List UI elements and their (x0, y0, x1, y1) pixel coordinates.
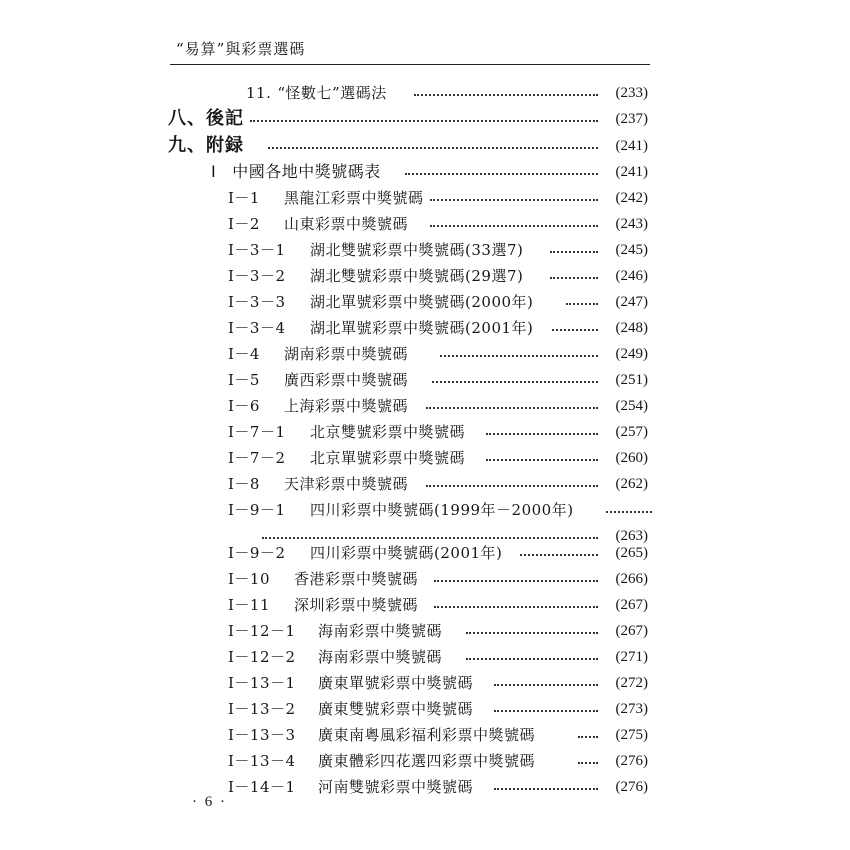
dot-leader (494, 710, 598, 712)
toc-entry-number: Ⅰ－1 (228, 189, 260, 207)
toc-entry-number: Ⅰ－3－4 (228, 319, 286, 337)
toc-entry (0, 722, 850, 748)
dot-leader (426, 407, 598, 409)
dot-leader (550, 277, 598, 279)
toc-entry-page: (237) (615, 111, 648, 127)
dot-leader (520, 554, 598, 556)
toc-entry-label (228, 696, 473, 722)
toc-entry-page: (246) (615, 268, 648, 284)
toc-entry-title: 廣東南粵風彩福利彩票中獎號碼 (318, 726, 536, 744)
toc-entry-label (228, 566, 418, 592)
toc-entry-title: 黑龍江彩票中獎號碼 (284, 189, 424, 207)
toc-entry-title: 廣西彩票中獎號碼 (284, 371, 409, 389)
toc-entry (0, 367, 850, 393)
toc-entry-number: Ⅰ－11 (228, 596, 271, 614)
toc-entry (0, 644, 850, 670)
dot-leader (606, 511, 652, 513)
dot-leader (494, 684, 598, 686)
toc-entry-title: 北京單號彩票中獎號碼 (310, 449, 466, 467)
toc-entry-number: Ⅰ－13－2 (228, 700, 296, 718)
running-header: “易算”與彩票選碼 (176, 40, 306, 58)
toc-entry (0, 540, 850, 566)
dot-leader (434, 606, 598, 608)
toc-entry-page: (248) (615, 320, 648, 336)
dot-leader (414, 94, 598, 96)
toc-entry-page: (262) (615, 476, 648, 492)
toc-entry-page: (275) (615, 727, 648, 743)
toc-entry-label (228, 367, 408, 393)
toc-entry-number: Ⅰ－9－1 (228, 501, 286, 519)
toc-entry-page: (243) (615, 216, 648, 232)
dot-leader (432, 381, 598, 383)
toc-entry (0, 341, 850, 367)
toc-entry-label (228, 289, 533, 315)
toc-entry (0, 289, 850, 315)
toc-entry-label (228, 393, 408, 419)
toc-entry-page: (271) (615, 649, 648, 665)
toc-entry-page: (267) (615, 597, 648, 613)
toc-entry (0, 106, 850, 132)
dot-leader (566, 303, 598, 305)
toc-entry-title: 湖北單號彩票中獎號碼(2001年) (310, 319, 534, 337)
toc-entry-page: (276) (615, 779, 648, 795)
toc-entry-number: Ⅰ－12－2 (228, 648, 296, 666)
toc-entry-title: 中國各地中獎號碼表 (232, 162, 381, 181)
toc-entry-number: Ⅰ－7－2 (228, 449, 286, 467)
toc-entry (0, 211, 850, 237)
dot-leader (426, 485, 598, 487)
toc-entry (0, 618, 850, 644)
toc-entry (0, 774, 850, 800)
toc-entry-title: 湖北雙號彩票中獎號碼(33選7) (310, 241, 524, 259)
toc-entry-title: 天津彩票中獎號碼 (284, 475, 409, 493)
toc-entry-title: 廣東單號彩票中獎號碼 (318, 674, 474, 692)
toc-entry-page: (265) (615, 545, 648, 561)
toc-entry (0, 133, 850, 159)
dot-leader (550, 251, 598, 253)
toc-entry-number: Ⅰ－6 (228, 397, 260, 415)
toc-entry-label (228, 644, 442, 670)
toc-entry-label (228, 315, 533, 341)
toc-entry-label (168, 133, 244, 159)
toc-entry-title: “怪數七”選碼法 (277, 84, 387, 102)
toc-entry-title: 海南彩票中獎號碼 (318, 622, 443, 640)
toc-entry-title: 湖北單號彩票中獎號碼(2000年) (310, 293, 534, 311)
toc-entry-page: (251) (615, 372, 648, 388)
toc-entry-page: (241) (615, 138, 648, 154)
toc-entry-page: (260) (615, 450, 648, 466)
toc-entry-label (228, 722, 535, 748)
toc-entry (0, 80, 850, 106)
toc-entry-number: Ⅰ－3－1 (228, 241, 286, 259)
toc-entry-title: 廣東體彩四花選四彩票中獎號碼 (318, 752, 536, 770)
dot-leader (486, 459, 598, 461)
dot-leader (494, 788, 598, 790)
toc-entry-label (228, 471, 408, 497)
toc-entry-label (228, 341, 408, 367)
toc-entry (0, 237, 850, 263)
toc-entry-number: Ⅰ－3－3 (228, 293, 286, 311)
dot-leader (552, 329, 598, 331)
toc-entry-title: 湖北雙號彩票中獎號碼(29選7) (310, 267, 524, 285)
toc-entry-page: (257) (615, 424, 648, 440)
toc-entry-title: 廣東雙號彩票中獎號碼 (318, 700, 474, 718)
toc-entry-page: (241) (615, 164, 648, 180)
toc-entry (0, 263, 850, 289)
dot-leader (434, 580, 598, 582)
dot-leader (486, 433, 598, 435)
toc-entry-number: 11. (246, 84, 272, 102)
toc-entry-title: 北京雙號彩票中獎號碼 (310, 423, 466, 441)
dot-leader (268, 147, 598, 149)
toc-entry-page: (242) (615, 190, 648, 206)
toc-entry-number: Ⅰ－14－1 (228, 778, 296, 796)
toc-entry-label (228, 185, 424, 211)
toc-entry-number: Ⅰ－13－3 (228, 726, 296, 744)
toc-entry-title: 海南彩票中獎號碼 (318, 648, 443, 666)
toc-entry (0, 748, 850, 774)
toc-entry (0, 315, 850, 341)
toc-entry-title: 八、後記 (168, 108, 244, 129)
toc-entry-title: 山東彩票中獎號碼 (284, 215, 409, 233)
toc-entry-label (228, 419, 465, 445)
dot-leader (578, 762, 598, 764)
toc-entry-title: 九、附録 (168, 135, 244, 156)
toc-entry-page: (233) (615, 85, 648, 101)
toc-entry-number: Ⅰ－4 (228, 345, 260, 363)
toc-entry-label (228, 774, 473, 800)
toc-entry (0, 592, 850, 618)
toc-entry-label (228, 748, 535, 774)
toc-entry-page: (273) (615, 701, 648, 717)
toc-entry-page: (272) (615, 675, 648, 691)
page-folio: · 6 · (192, 794, 227, 810)
toc-entry-title: 四川彩票中獎號碼(1999年－2000年) (310, 501, 574, 519)
toc-entry (0, 419, 850, 445)
toc-entry-title: 深圳彩票中獎號碼 (294, 596, 419, 614)
toc-entry-label (246, 80, 387, 106)
dot-leader (466, 632, 598, 634)
toc-entry-number: Ⅰ－12－1 (228, 622, 296, 640)
toc-entry-label (228, 497, 574, 523)
toc-entry-number: Ⅰ (211, 162, 217, 181)
toc-entry-label (168, 106, 244, 132)
toc-entry-title: 上海彩票中獎號碼 (284, 397, 409, 415)
toc-entry-title: 香港彩票中獎號碼 (294, 570, 419, 588)
toc-entry-page: (254) (615, 398, 648, 414)
toc-entry-number: Ⅰ－8 (228, 475, 260, 493)
toc-entry-page: (276) (615, 753, 648, 769)
toc-entry-label (228, 540, 502, 566)
toc-entry-number: Ⅰ－3－2 (228, 267, 286, 285)
toc-entry-page: (249) (615, 346, 648, 362)
dot-leader (430, 199, 598, 201)
toc-entry-number: Ⅰ－10 (228, 570, 271, 588)
toc-entry-label (228, 445, 465, 471)
toc-entry-label (228, 618, 442, 644)
dot-leader (466, 658, 598, 660)
toc-entry-number: Ⅰ－7－1 (228, 423, 286, 441)
toc-entry-number: Ⅰ－2 (228, 215, 260, 233)
toc-entry-title: 河南雙號彩票中獎號碼 (318, 778, 474, 796)
toc-entry (0, 445, 850, 471)
toc-entry (0, 696, 850, 722)
toc-entry-label (228, 211, 408, 237)
dot-leader (405, 173, 598, 175)
toc-entry (0, 185, 850, 211)
toc-entry-number: Ⅰ－5 (228, 371, 260, 389)
toc-entry (0, 393, 850, 419)
toc-entry-page: (263) (615, 528, 648, 544)
toc-entry (0, 670, 850, 696)
toc-entry-label (211, 159, 381, 185)
toc-entry-label (228, 592, 418, 618)
toc-entry-label (228, 263, 523, 289)
toc-entry-title: 湖南彩票中獎號碼 (284, 345, 409, 363)
toc-entry-page: (267) (615, 623, 648, 639)
toc-entry-page: (245) (615, 242, 648, 258)
toc-entry (0, 566, 850, 592)
dot-leader (250, 120, 598, 122)
dot-leader (262, 537, 598, 539)
toc-entry-page: (247) (615, 294, 648, 310)
toc-entry-number: Ⅰ－9－2 (228, 544, 286, 562)
toc-entry-page: (266) (615, 571, 648, 587)
toc-entry (0, 471, 850, 497)
dot-leader (430, 225, 598, 227)
toc-entry (0, 159, 850, 185)
toc-entry-number: Ⅰ－13－1 (228, 674, 296, 692)
toc-entry-title: 四川彩票中獎號碼(2001年) (310, 544, 503, 562)
dot-leader (578, 736, 598, 738)
toc-entry-label (228, 237, 523, 263)
dot-leader (440, 355, 598, 357)
toc-entry-label (228, 670, 473, 696)
toc-entry-number: Ⅰ－13－4 (228, 752, 296, 770)
